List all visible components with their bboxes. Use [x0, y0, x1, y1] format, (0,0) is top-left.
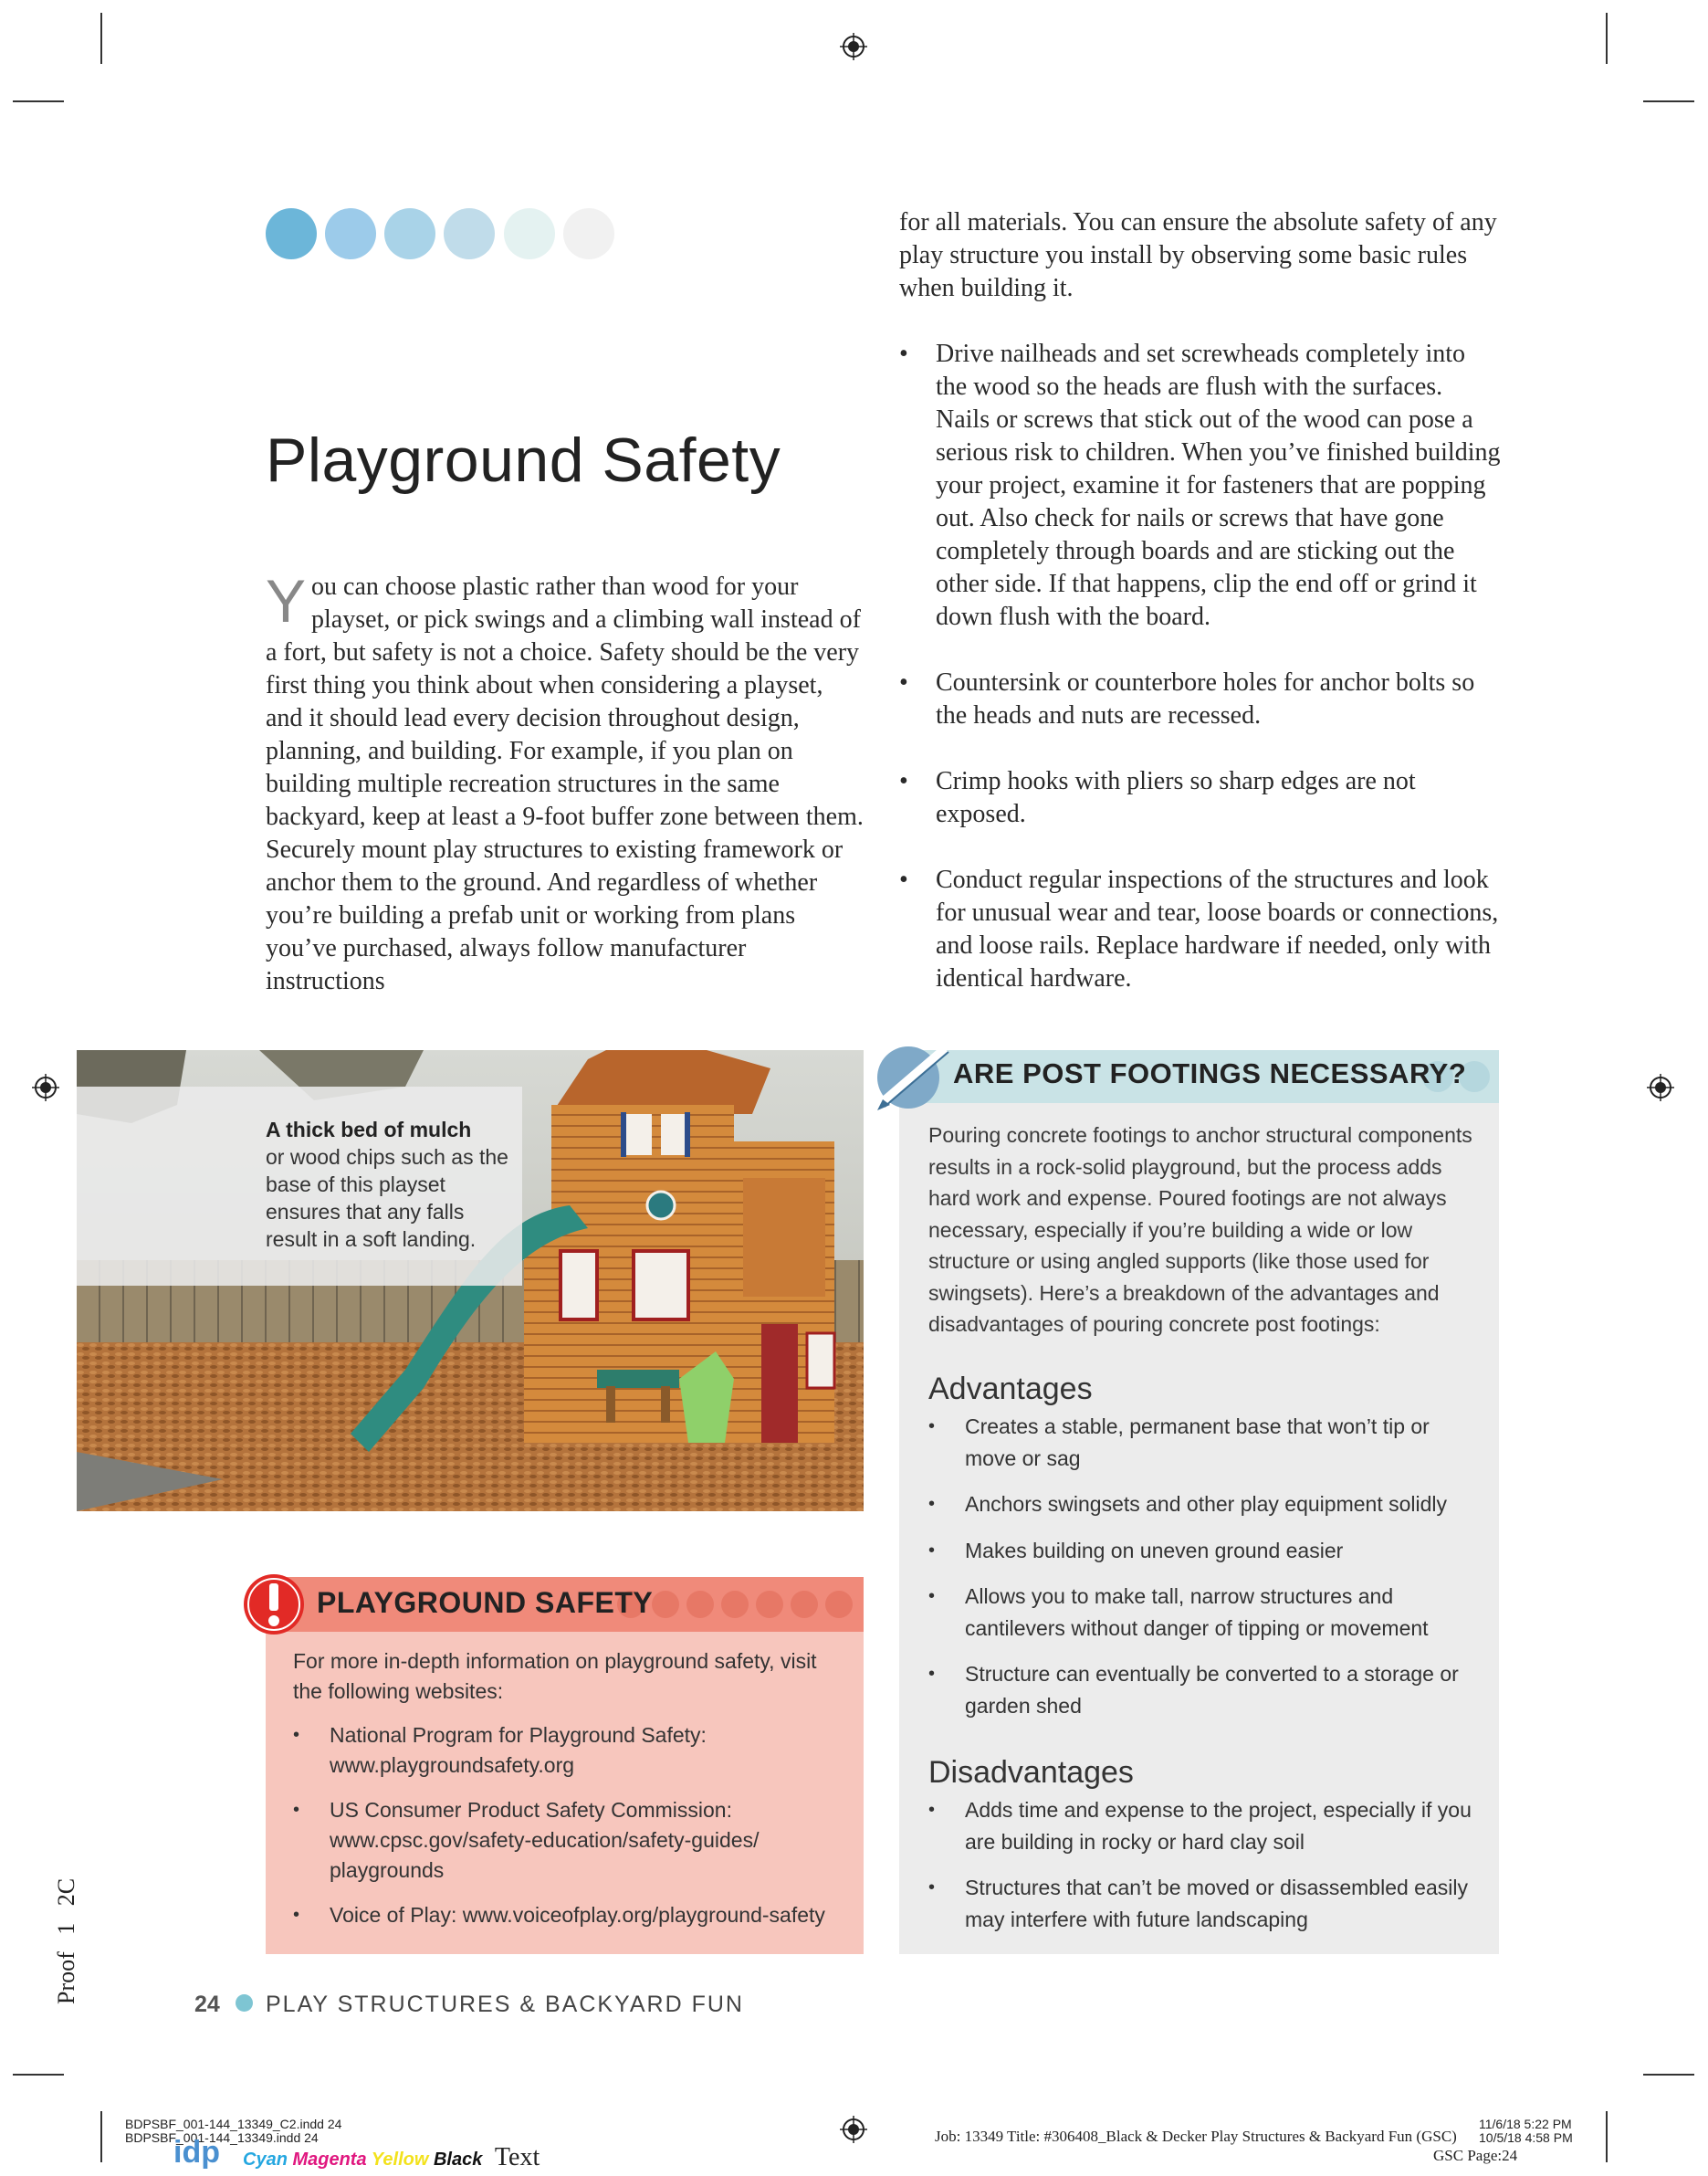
advantage-text: Anchors swingsets and other play equipment solidly — [965, 1492, 1448, 1516]
right-column — [899, 206, 1502, 995]
safety-link-text: Voice of Play: www.voiceofplay.org/playground-safety — [330, 1903, 825, 1927]
crop-mark — [100, 2111, 102, 2162]
rule-text: Drive nailheads and set screwheads completely into the wood so the heads are flush with the surfaces. Nails or screws that stick out of the wood can pose a serious risk to children. When you’ve finished building your project, examine it for fasteners that are popping out. Also check for nails or screws that have gone completely through boards and are sticking out the other side. If that happens, clip the end off or grind it down flush with the board. — [936, 340, 1501, 631]
list-item: • Structure can eventually be converted to a storage or garden shed — [928, 1662, 1459, 1718]
slug-file-line-2: BDPSBF_001-144_13349.indd 24 — [125, 2130, 319, 2145]
sep-cyan: Cyan — [243, 2150, 288, 2170]
sep-magenta: Magenta — [292, 2150, 367, 2170]
footer-dot — [236, 1994, 253, 2012]
pencil-icon — [872, 1039, 954, 1112]
disadvantage-text: Structures that can’t be moved or disassembled easily may interfere with future landscaping — [965, 1876, 1468, 1931]
advantages-heading: Advantages — [928, 1372, 1093, 1406]
right-intro-text: for all materials. You can ensure the absolute safety of any play structure you install by observing some basic rules when building it. — [899, 208, 1497, 302]
running-footer-title: PLAY STRUCTURES & BACKYARD FUN — [266, 1992, 744, 2017]
list-item: • National Program for Playground Safety: www.playgroundsafety.org — [293, 1723, 707, 1777]
registration-mark-icon — [840, 2116, 867, 2143]
rule-text: Conduct regular inspections of the structures and look for unusual wear and tear, loose boards or connections, and loose rails. Replace hardware if needed, only with identical hardware. — [936, 866, 1499, 993]
page-number: 24 — [194, 1992, 220, 2017]
safety-body: For more in-depth information on playground safety, visit the following websites: — [293, 1649, 817, 1703]
slug-gsc-page: GSC Page:24 — [1433, 2147, 1518, 2164]
decorative-dot — [384, 208, 435, 259]
list-item: • Structures that can’t be moved or disassembled easily may interfere with future landscaping — [928, 1876, 1468, 1931]
list-item: • Voice of Play: www.voiceofplay.org/playground-safety — [293, 1903, 825, 1927]
safety-link-text: US Consumer Product Safety Commission: www.cpsc.gov/safety-education/safety-guides/ playgrounds — [330, 1798, 760, 1882]
slug-job: Job: 13349 Title: #306408_Black & Decker Play Structures & Backyard Fun (GSC) — [935, 2128, 1457, 2145]
list-item: • Anchors swingsets and other play equipment solidly — [928, 1492, 1448, 1516]
slug-file-line-1: BDPSBF_001-144_13349_C2.indd 24 — [125, 2117, 342, 2131]
list-item: • Adds time and expense to the project, especially if you are building in rocky or hard clay soil — [928, 1798, 1472, 1854]
idp-logo: idp — [173, 2135, 220, 2170]
decorative-dot — [444, 208, 495, 259]
intro-text: ou can choose plastic rather than wood for your playset, or pick swings and a climbing wall instead of a fort, but safety is not a choice. Safety should be the very first thing you think about when considering a playset, and it should lead every decision throughout design, planning, and building. For example, if you plan on building multiple recreation structures in the same backyard, keep at least a 9-foot buffer zone between them. Securely mount play structures to existing framework or anchor them to the ground. And regardless of whether you’re building a prefab unit or working from plans you’ve purchased, always follow manufacturer instructions — [266, 573, 864, 995]
color-separations — [243, 2143, 540, 2172]
post-footings-body: Pouring concrete footings to anchor structural components results in a rock-solid playground, but the process adds hard work and expense. Poured footings are not always necessary, especially if you’re building a wide or low structure or using angled supports (like those used for swingsets). Here’s a breakdown of the advantages and disadvantages of pouring concrete post footings: — [928, 1123, 1472, 1336]
disadvantages-list — [928, 1794, 1485, 1950]
slug-date-1: 11/6/18 5:22 PM — [1479, 2117, 1572, 2131]
alert-icon — [242, 1572, 306, 1636]
advantages-list — [928, 1411, 1485, 1736]
sep-black: Black — [433, 2150, 483, 2170]
crop-mark — [1606, 2111, 1608, 2162]
decorative-dot — [504, 208, 555, 259]
crop-mark — [13, 2074, 64, 2076]
list-item: • Allows you to make tall, narrow structures and cantilevers without danger of tipping or movement — [928, 1584, 1429, 1640]
disadvantages-heading: Disadvantages — [928, 1755, 1134, 1790]
intro-paragraph — [266, 567, 864, 998]
registration-mark-icon — [1647, 1074, 1674, 1101]
registration-mark-icon — [840, 33, 867, 60]
safety-title: PLAYGROUND SAFETY — [317, 1586, 654, 1619]
advantage-text: Allows you to make tall, narrow structures and cantilevers without danger of tipping or movement — [965, 1584, 1429, 1640]
caption-bold: A thick bed of mulch — [266, 1118, 472, 1141]
sep-text: Text — [494, 2143, 540, 2171]
list-item: • Drive nailheads and set screwheads completely into the wood so the heads are flush with the surfaces. Nails or screws that stick out of the wood can pose a serious risk to children. When you’ve finished building your project, examine it for fasteners that are popping out. Also check for nails or screws that have gone completely through boards and are sticking out the other side. If that happens, clip the end off or grind it down flush with the board. — [899, 340, 1501, 631]
rule-text: Crimp hooks with pliers so sharp edges are not exposed. — [936, 767, 1416, 828]
advantage-text: Makes building on uneven ground easier — [965, 1538, 1344, 1562]
photo-caption — [266, 1116, 512, 1253]
safety-link-text: National Program for Playground Safety: www.playgroundsafety.org — [330, 1723, 707, 1777]
list-item: • US Consumer Product Safety Commission: www.cpsc.gov/safety-education/safety-guides/ playgrounds — [293, 1798, 760, 1882]
decorative-dot — [266, 208, 317, 259]
disadvantage-text: Adds time and expense to the project, especially if you are building in rocky or hard clay soil — [965, 1798, 1472, 1854]
rule-text: Countersink or counterbore holes for anchor bolts so the heads and nuts are recessed. — [936, 668, 1475, 730]
list-item: • Countersink or counterbore holes for anchor bolts so the heads and nuts are recessed. — [899, 668, 1475, 730]
sep-yellow: Yellow — [371, 2150, 429, 2170]
advantage-text: Creates a stable, permanent base that won’t tip or move or sag — [965, 1414, 1430, 1470]
dropcap: Y — [266, 567, 307, 635]
crop-mark — [1606, 13, 1608, 64]
proof-label: Proof 1 2C — [53, 1877, 79, 2004]
crop-mark — [1643, 2074, 1694, 2076]
registration-mark-icon — [32, 1074, 59, 1101]
list-item: • Conduct regular inspections of the structures and look for unusual wear and tear, loose boards or connections, and loose rails. Replace hardware if needed, only with identical hardware. — [899, 866, 1499, 993]
decorative-dot — [563, 208, 614, 259]
crop-mark — [100, 13, 102, 64]
list-item: • Crimp hooks with pliers so sharp edges are not exposed. — [899, 767, 1416, 828]
slug-date-2: 10/5/18 4:58 PM — [1479, 2130, 1573, 2145]
advantage-text: Structure can eventually be converted to a storage or garden shed — [965, 1662, 1459, 1718]
list-item: • Creates a stable, permanent base that won’t tip or move or sag — [928, 1414, 1430, 1470]
safety-rules-list — [899, 338, 1502, 995]
crop-mark — [13, 100, 64, 102]
page-title: Playground Safety — [266, 426, 781, 495]
decorative-dot — [325, 208, 376, 259]
list-item: • Makes building on uneven ground easier — [928, 1538, 1344, 1562]
crop-mark — [1643, 100, 1694, 102]
post-footings-title: ARE POST FOOTINGS NECESSARY? — [953, 1057, 1467, 1089]
caption-text: or wood chips such as the base of this playset ensures that any falls result in a soft landing. — [266, 1145, 508, 1251]
safety-links-list — [293, 1720, 841, 1945]
